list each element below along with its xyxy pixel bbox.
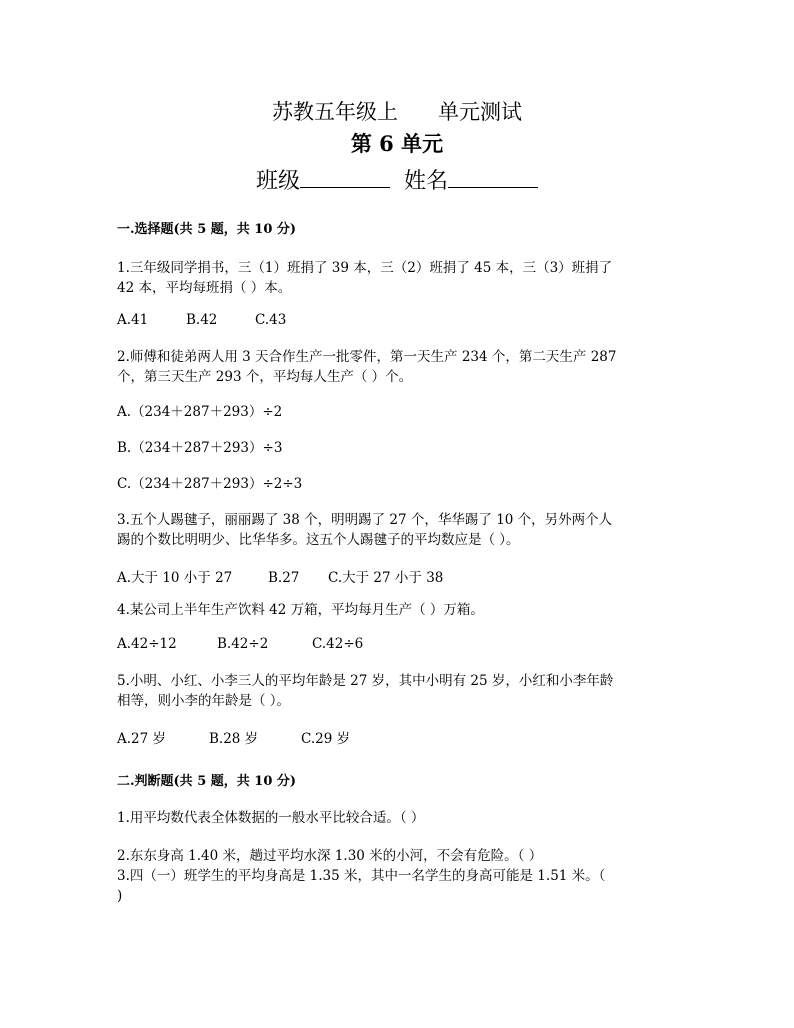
option-c: C.42÷6 (312, 636, 364, 652)
class-label: 班级 (255, 169, 300, 194)
option-c: C.（234＋287＋293）÷2÷3 (117, 476, 303, 492)
option-a: A.27 岁 (117, 731, 167, 747)
question-text: 2.师傅和徒弟两人用 3 天合作生产一批零件，第一天生产 234 个，第二天生产 287 (117, 349, 617, 365)
option-a: A.大于 10 小于 27 (117, 570, 233, 586)
option-b: B.28 岁 (209, 731, 259, 747)
option-b: B.42÷2 (217, 636, 269, 652)
judgement-question: 3.四（一）班学生的平均身高是 1.35 米，其中一名学生的身高可能是 1.51 米。（ (117, 868, 606, 884)
class-blank (300, 165, 390, 188)
question-text: 42 本，平均每班捐（ ）本。 (117, 280, 292, 296)
option-c: C.大于 27 小于 38 (328, 570, 444, 586)
page-title: 苏教五年级上 单元测试 (271, 100, 523, 124)
question-text: 相等，则小李的年龄是（ ）。 (117, 693, 291, 709)
option-b: B.（234＋287＋293）÷3 (117, 440, 283, 456)
option-b: B.27 (268, 570, 300, 586)
unit-title: 第 6 单元 (350, 131, 444, 156)
option-c: C.29 岁 (301, 731, 351, 747)
option-c: C.43 (255, 312, 287, 328)
option-b: B.42 (186, 312, 218, 328)
question-text: 1.三年级同学捐书，三（1）班捐了 39 本，三（2）班捐了 45 本，三（3）班捐了 (117, 260, 613, 276)
judgement-question: 2.东东身高 1.40 米，趟过平均水深 1.30 米的小河，不会有危险。（ ） (117, 848, 543, 864)
option-a: A.42÷12 (117, 636, 177, 652)
student-info (0, 164, 794, 195)
question-text: 踢的个数比明明少、比华华多。这五个人踢毽子的平均数应是（ ）。 (117, 532, 520, 548)
judgement-question-continued: ) (117, 888, 123, 904)
answer-options (117, 636, 363, 652)
name-blank (448, 165, 538, 188)
question-text: 4.某公司上半年生产饮料 42 万箱，平均每月生产（ ）万箱。 (117, 602, 484, 618)
question-text: 3.五个人踢毽子，丽丽踢了 38 个，明明踢了 27 个，华华踢了 10 个，另外两个人 (117, 512, 613, 528)
answer-options (117, 566, 443, 586)
answer-options (117, 727, 350, 747)
section-heading-judgement: 二.判断题(共 5 题，共 10 分) (117, 774, 297, 789)
question-text: 个，第三天生产 293 个，平均每人生产（ ）个。 (117, 369, 413, 385)
option-a: A.41 (117, 312, 149, 328)
judgement-question: 1.用平均数代表全体数据的一般水平比较合适。（ ） (117, 810, 425, 826)
question-text: 5.小明、小红、小李三人的平均年龄是 27 岁，其中小明有 25 岁，小红和小李年龄 (117, 673, 614, 689)
name-label: 姓名 (404, 169, 449, 194)
section-heading-choice: 一.选择题(共 5 题，共 10 分) (117, 222, 297, 237)
option-a: A.（234＋287＋293）÷2 (117, 404, 283, 420)
answer-options (117, 312, 286, 328)
